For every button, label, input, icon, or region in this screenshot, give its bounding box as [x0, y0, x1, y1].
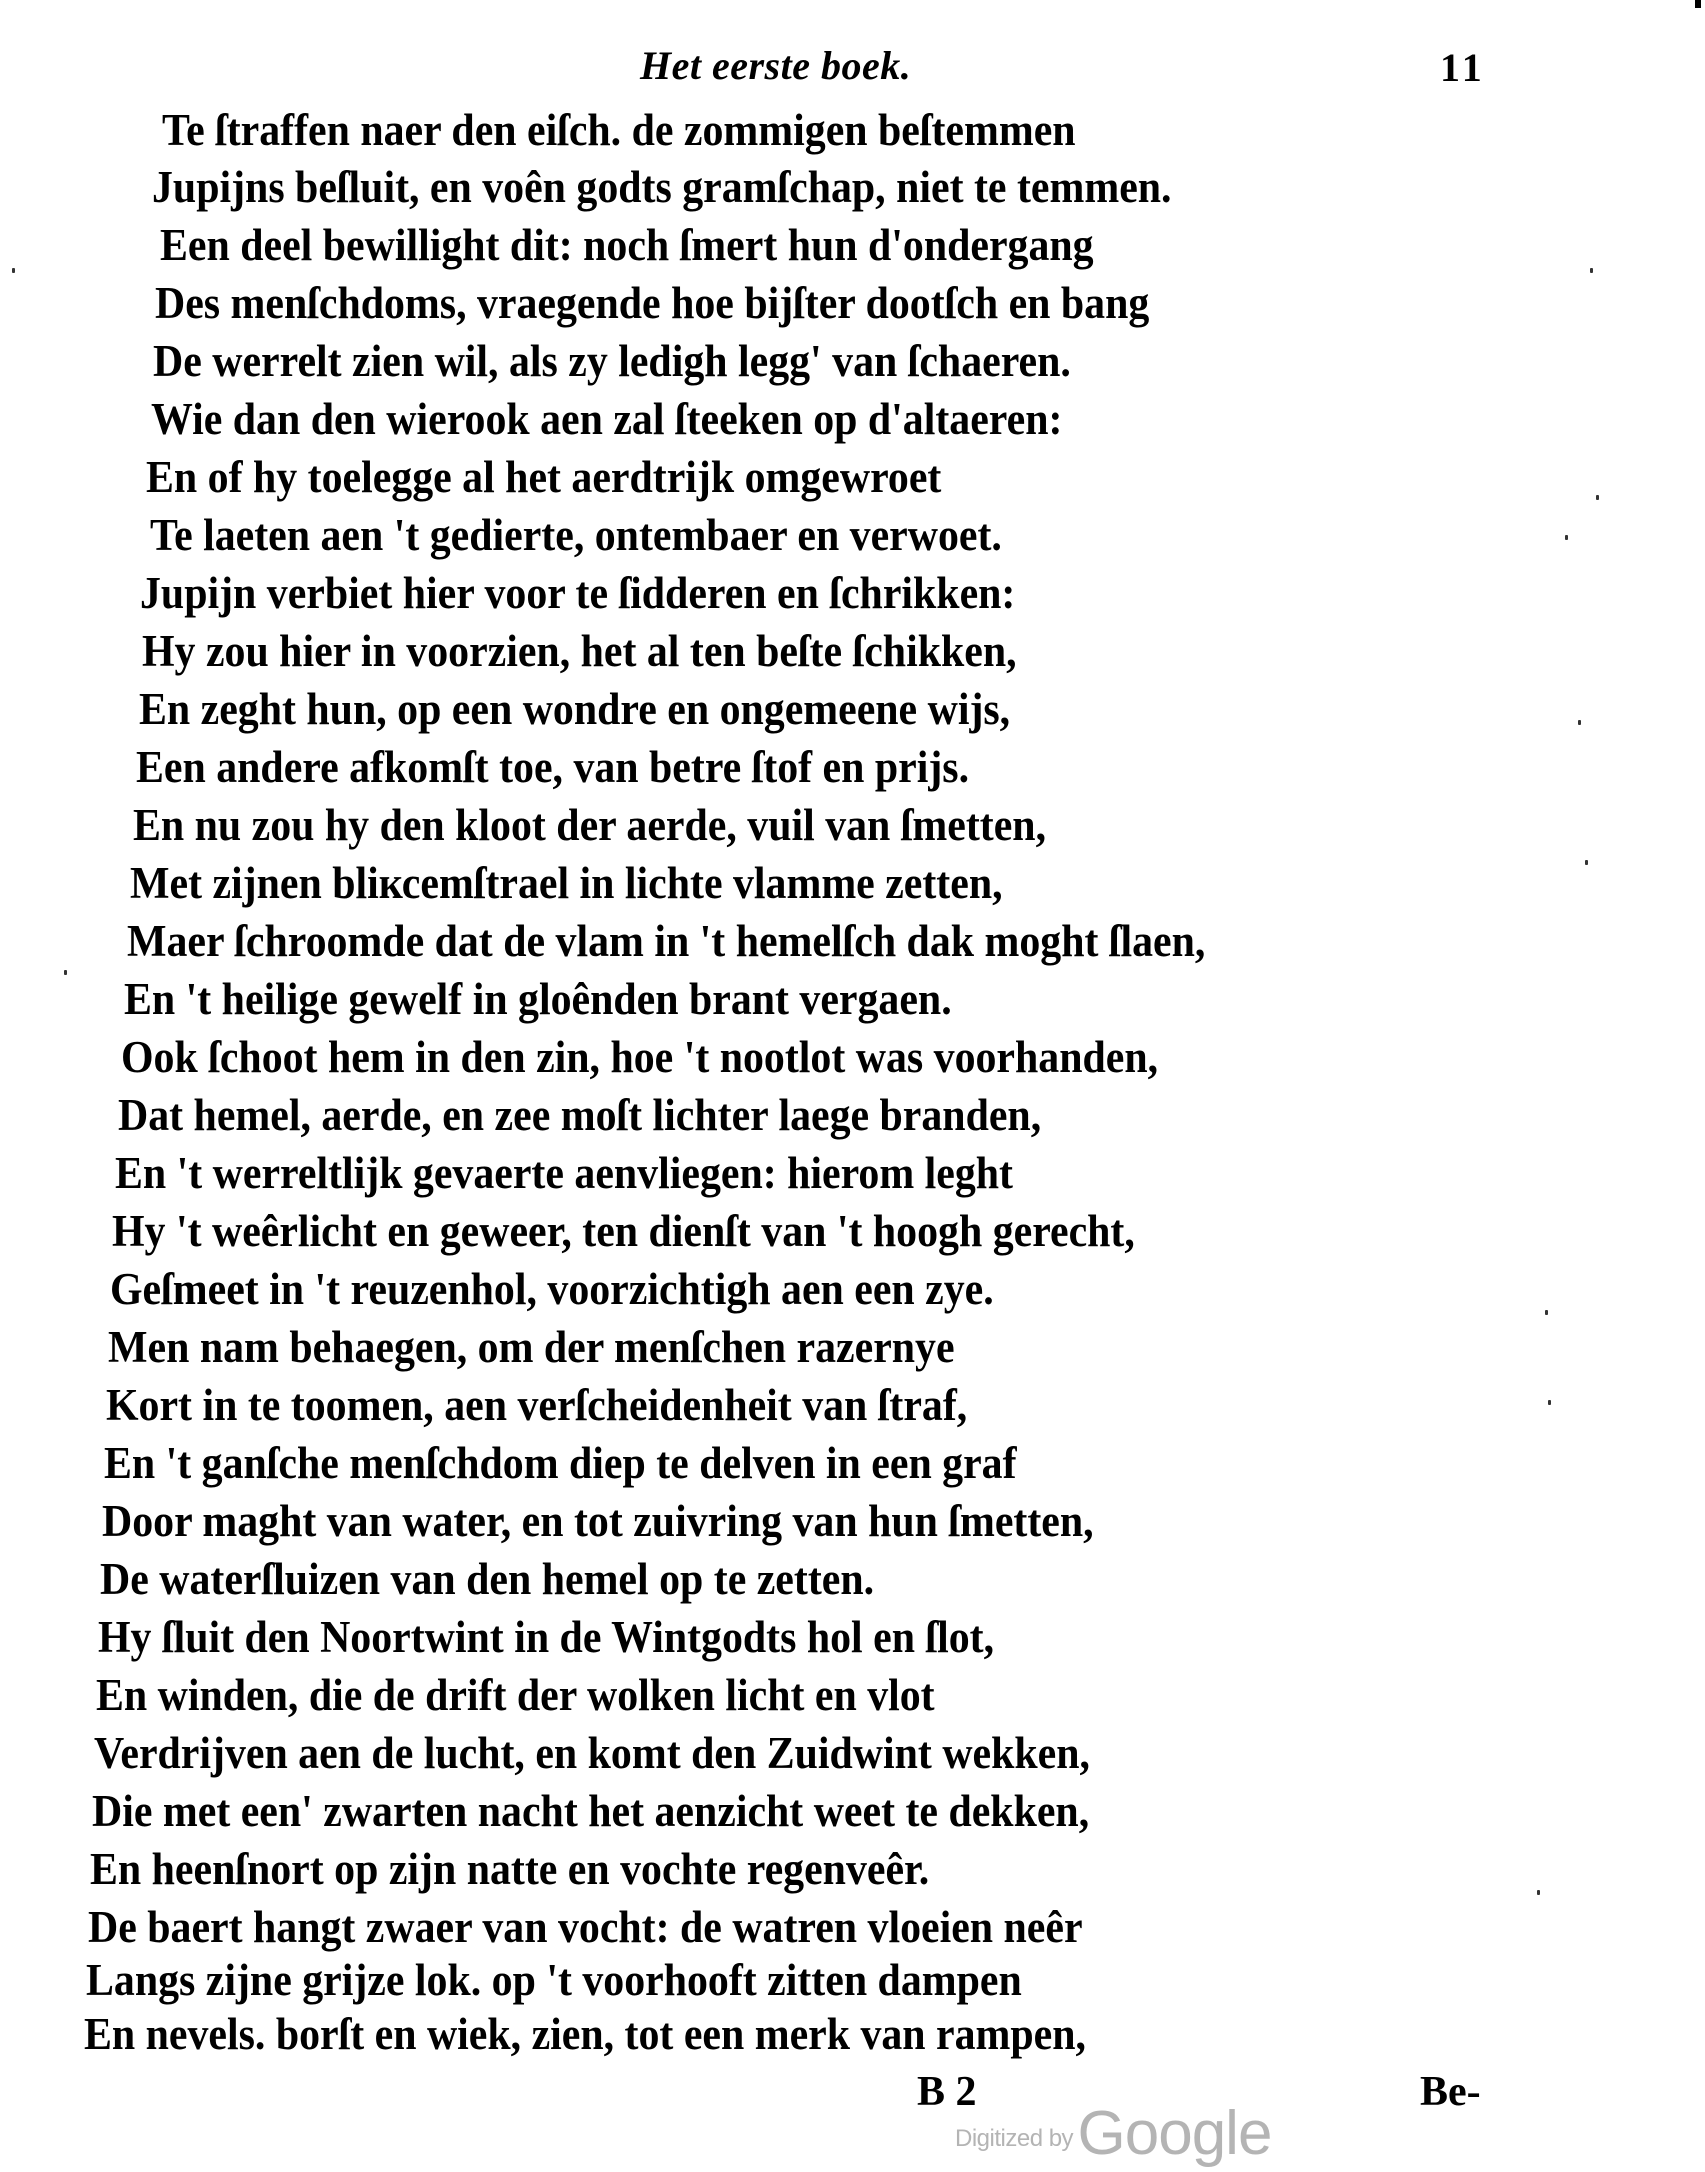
scan-speck	[64, 970, 67, 975]
verse-line: Maer ſchroomde dat de vlam in 't hemelſch dak moght ſlaen,	[127, 916, 1206, 966]
verse-line: Langs zijne grijze lok. op 't voorhooft zitten dampen	[86, 1955, 1022, 2005]
verse-line: En heenſnort op zijn natte en vochte regenveêr.	[90, 1844, 930, 1894]
scan-speck	[1548, 1400, 1551, 1405]
verse-line: Ook ſchoot hem in den zin, hoe 't nootlot was voorhanden,	[121, 1032, 1159, 1082]
verse-line: Dat hemel, aerde, en zee moſt lichter laege branden,	[118, 1090, 1042, 1140]
verse-line: En 't werreltlijk gevaerte aenvliegen: hierom leght	[115, 1148, 1014, 1198]
verse-line: En 't ganſche menſchdom diep te delven in een graf	[104, 1438, 1017, 1488]
scan-speck	[1585, 860, 1588, 865]
scan-speck	[1565, 535, 1568, 540]
verse-line: En of hy toelegge al het aerdtrijk omgewroet	[146, 452, 942, 502]
verse-line: En winden, die de drift der wolken licht en vlot	[96, 1670, 935, 1720]
verse-line: Met zijnen bliксemſtrael in lichte vlamme zetten,	[130, 858, 1003, 908]
verse-line: Hy ſluit den Noortwint in de Wintgodts hol en ſlot,	[98, 1612, 995, 1662]
verse-line: De baert hangt zwaer van vocht: de watren vloeien neêr	[88, 1902, 1083, 1952]
scan-speck	[1578, 720, 1581, 725]
watermark-prefix: Digitized by	[955, 2125, 1074, 2152]
verse-line: Geſmeet in 't reuzenhol, voorzichtigh aen een zye.	[110, 1264, 994, 1314]
google-watermark	[955, 2090, 1272, 2168]
signature-mark: B 2	[917, 2069, 977, 2115]
verse-line: Een andere afkomſt toe, van betre ſtof en prijs.	[136, 742, 970, 792]
verse-line: Hy zou hier in voorzien, het al ten beſte ſchikken,	[142, 626, 1017, 676]
verse-line: Jupijn verbiet hier voor te ſidderen en ſchrikken:	[140, 568, 1016, 618]
verse-line: En zeght hun, op een wondre en ongemeene wijs,	[139, 684, 1011, 734]
scan-speck	[12, 268, 15, 273]
page-number: 11	[1440, 45, 1486, 90]
verse-line: Te laeten aen 't gedierte, ontembaer en verwoet.	[150, 510, 1002, 560]
verse-line: En nu zou hy den kloot der aerde, vuil van ſmetten,	[133, 800, 1047, 850]
scan-speck	[1545, 1310, 1548, 1315]
verse-line: En nevels. borſt en wiek, zien, tot een merk van rampen,	[84, 2009, 1087, 2059]
watermark-brand: Google	[1077, 2099, 1272, 2168]
verse-line: Verdrijven aen de lucht, en komt den Zuidwint wekken,	[94, 1728, 1090, 1778]
verse-line: Door maght van water, en tot zuivring van hun ſmetten,	[102, 1496, 1094, 1546]
scan-speck	[1537, 1890, 1540, 1895]
verse-line: Hy 't weêrlicht en geweer, ten dienſt van 't hoogh gerecht,	[112, 1206, 1135, 1256]
verse-line: Een deel bewillight dit: noch ſmert hun d'ondergang	[160, 220, 1094, 270]
verse-line: Jupijns beſluit, en voên godts gramſchap, niet te temmen.	[152, 162, 1172, 212]
running-head: Het eerste boek.	[640, 43, 912, 88]
verse-line: Kort in te toomen, aen verſcheidenheit van ſtraf,	[106, 1380, 968, 1430]
verse-line: Die met een' zwarten nacht het aenzicht weet te dekken,	[92, 1786, 1090, 1836]
scan-speck	[1590, 268, 1593, 273]
catchword: Be-	[1420, 2069, 1481, 2115]
verse-line: Men nam behaegen, om der menſchen razernye	[108, 1322, 955, 1372]
verse-line: Wie dan den wierook aen zal ſteeken op d'altaeren:	[151, 394, 1063, 444]
scan-speck	[1596, 495, 1599, 500]
verse-line: De waterſluizen van den hemel op te zetten.	[100, 1554, 875, 1604]
scan-corner-mark	[1695, 0, 1701, 8]
verse-line: En 't heilige gewelf in gloênden brant vergaen.	[124, 974, 952, 1024]
verse-line: Des menſchdoms, vraegende hoe bijſter dootſch en bang	[155, 278, 1150, 328]
verse-line: Te ſtraffen naer den eiſch. de zommigen beſtemmen	[162, 105, 1076, 155]
verse-line: De werrelt zien wil, als zy ledigh legg' van ſchaeren.	[153, 336, 1071, 386]
